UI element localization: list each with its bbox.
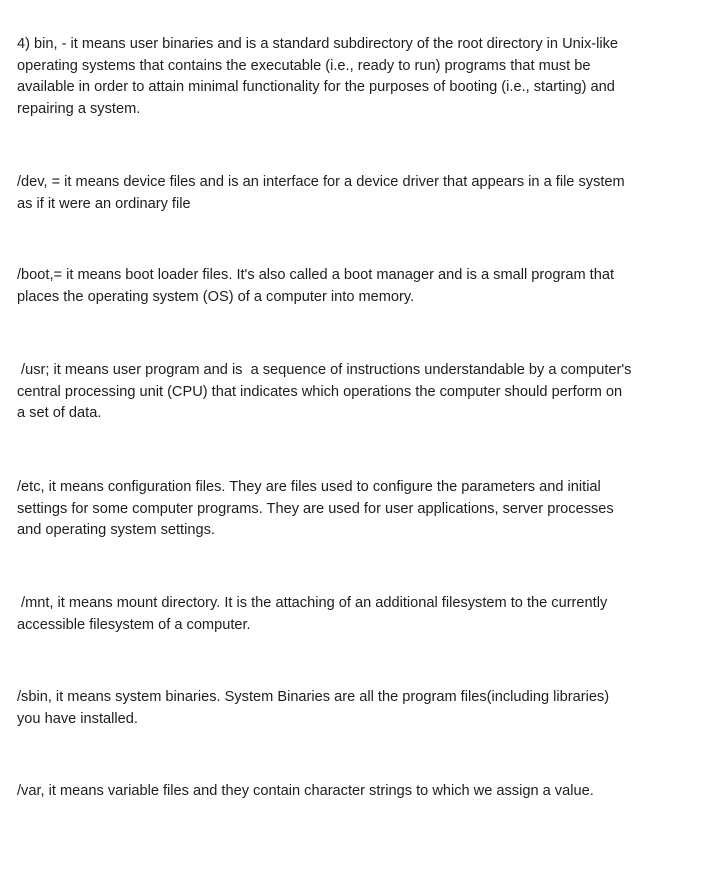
- text-line: /sbin, it means system binaries. System Binaries are all the program files(including libraries): [17, 689, 610, 705]
- paragraph-sbin: [17, 687, 707, 730]
- text-line: accessible filesystem of a computer.: [17, 616, 251, 633]
- text-line: /mnt, it means mount directory. It is the attaching of an additional filesystem to the currently: [17, 595, 608, 611]
- paragraph-dev: [17, 172, 707, 215]
- text-line: /etc, it means configuration files. They are files used to configure the parameters and initial: [17, 479, 601, 495]
- text-line: settings for some computer programs. They are used for user applications, server processes: [17, 500, 614, 517]
- text-line: central processing unit (CPU) that indicates which operations the computer should perform on: [17, 383, 623, 400]
- paragraph-mnt: [17, 593, 707, 636]
- text-line: repairing a system.: [17, 101, 141, 118]
- paragraph-bin: [17, 34, 707, 121]
- text-line: /dev, = it means device files and is an interface for a device driver that appears in a file system: [17, 174, 625, 190]
- text-line: /usr; it means user program and is a sequence of instructions understandable by a computer's: [17, 362, 632, 378]
- text-line: operating systems that contains the executable (i.e., ready to run) programs that must be: [17, 57, 591, 74]
- text-line: a set of data.: [17, 405, 102, 422]
- text-line: you have installed.: [17, 710, 138, 727]
- paragraph-var: [17, 781, 707, 803]
- paragraph-boot: [17, 265, 707, 308]
- text-line: 4) bin, - it means user binaries and is a standard subdirectory of the root directory in Unix-like: [17, 36, 619, 52]
- text-line: /var, it means variable files and they contain character strings to which we assign a value.: [17, 783, 594, 799]
- text-line: as if it were an ordinary file: [17, 195, 191, 212]
- text-line: places the operating system (OS) of a computer into memory.: [17, 288, 415, 305]
- text-line: /boot,= it means boot loader files. It's also called a boot manager and is a small program that: [17, 267, 614, 283]
- text-line: available in order to attain minimal functionality for the purposes of booting (i.e., starting) and: [17, 79, 615, 96]
- paragraph-etc: [17, 477, 707, 542]
- paragraph-usr: [17, 360, 707, 425]
- text-line: and operating system settings.: [17, 522, 215, 539]
